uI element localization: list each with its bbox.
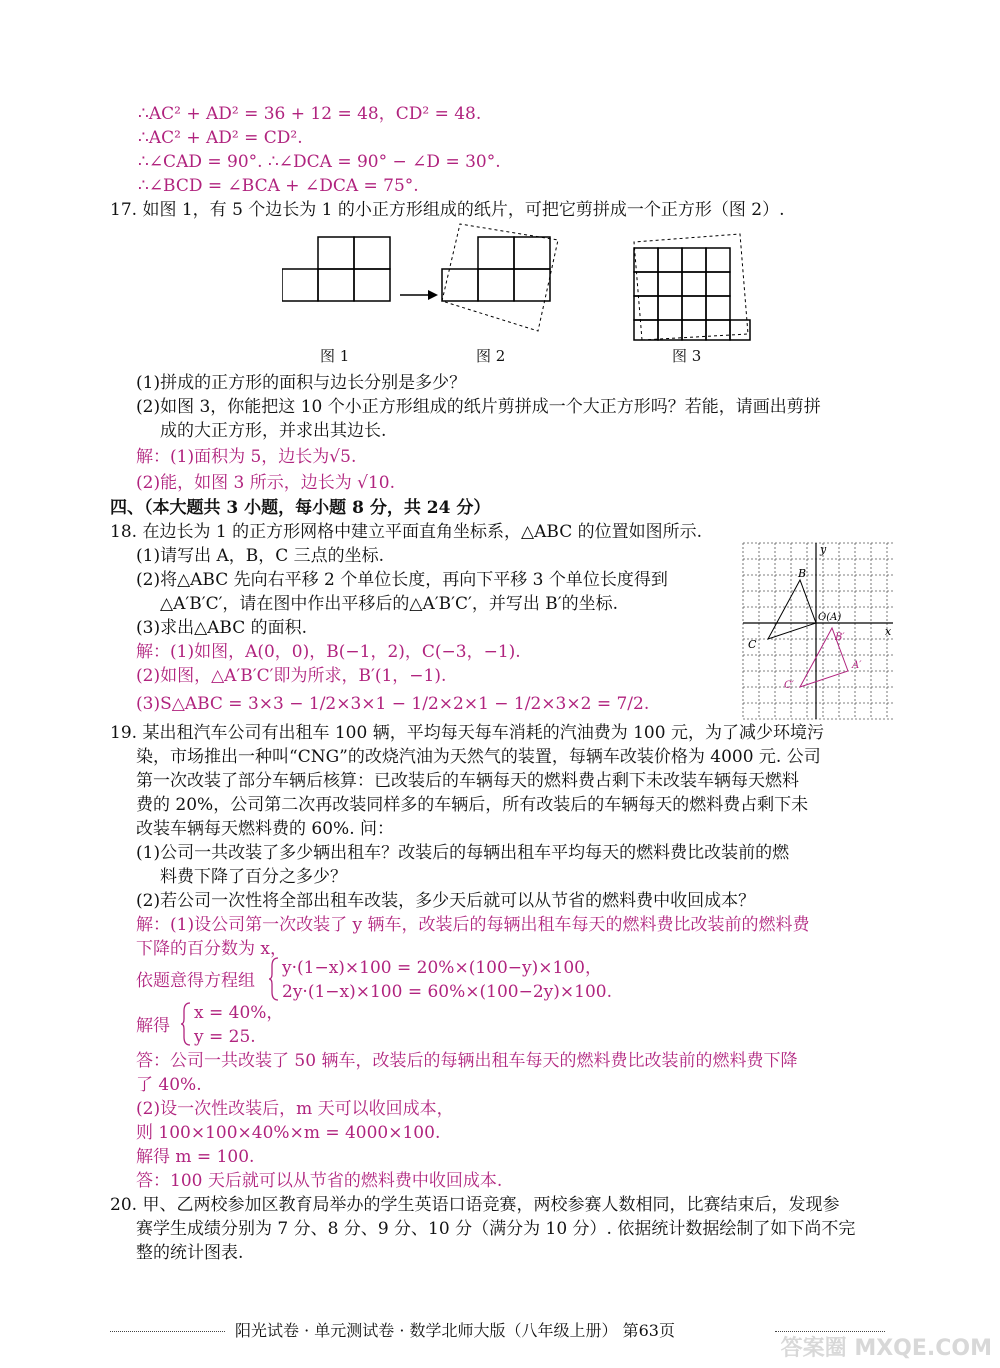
answer-19-line: 下降的百分数为 x， xyxy=(136,939,287,959)
question-20-line: 整的统计图表. xyxy=(136,1243,244,1263)
point-aprime-label: A′ xyxy=(852,660,862,671)
brace-icon xyxy=(268,956,280,1002)
page-footer: 阳光试卷 · 单元测试卷 · 数学北师大版（八年级上册） 第63页 xyxy=(235,1321,675,1340)
solution-y: y = 25. xyxy=(194,1027,256,1047)
answer-19-solve-label: 解得 xyxy=(136,1016,170,1036)
x-axis-label: x xyxy=(885,625,892,638)
answer-19-2: (2)设一次性改装后，m 天可以收回成本， xyxy=(136,1099,454,1119)
footer-rule-left xyxy=(110,1331,225,1332)
point-bprime-label: B′ xyxy=(835,632,845,643)
answer-19-system-label: 依题意得方程组 xyxy=(136,971,255,991)
answer-19-conclusion-cont: 了 40%. xyxy=(136,1075,202,1095)
y-axis-label: y xyxy=(820,543,827,556)
answer-18-1: 解：(1)如图，A(0，0)，B(−1，2)，C(−3，−1). xyxy=(136,642,521,662)
question-19-line: 第一次改装了部分车辆后核算：已改装后的车辆每天的燃料费占剩下未改装车辆每天燃料 xyxy=(136,771,799,791)
answer-line: ∴AC² + AD² = 36 + 12 = 48，CD² = 48. xyxy=(138,104,482,124)
answer-line: ∴∠CAD = 90°. ∴∠DCA = 90° − ∠D = 30°. xyxy=(138,152,501,172)
watermark: 答案圈 MXQE.COM xyxy=(780,1336,992,1361)
answer-line: ∴∠BCD = ∠BCA + ∠DCA = 75°. xyxy=(138,176,419,196)
question-17-part-2: (2)如图 3，你能把这 10 个小正方形组成的纸片剪拼成一个大正方形吗？若能，请画出剪拼 xyxy=(136,397,821,417)
question-20: 20. 甲、乙两校参加区教育局举办的学生英语口语竞赛，两校参赛人数相同，比赛结束后，发现参 xyxy=(110,1195,840,1215)
question-17-part-1: (1)拼成的正方形的面积与边长分别是多少？ xyxy=(136,373,467,393)
point-cprime-label: C′ xyxy=(784,680,794,691)
equation-1: y·(1−x)×100 = 20%×(100−y)×100， xyxy=(282,958,602,978)
point-b-label: B xyxy=(798,567,807,580)
figure-1 xyxy=(282,235,394,335)
question-19-line: 改装车辆每天燃料费的 60%. 问： xyxy=(136,819,394,839)
question-18-part-2-cont: △A′B′C′，请在图中作出平移后的△A′B′C′，并写出 B′的坐标. xyxy=(160,594,619,614)
answer-18-3: (3)S△ABC = 3×3 − 1/2×3×1 − 1/2×2×1 − 1/2×3×2 = 7/2. xyxy=(136,694,650,714)
question-17: 17. 如图 1，有 5 个边长为 1 的小正方形组成的纸片，可把它剪拼成一个正方形（图 2）. xyxy=(110,200,785,220)
point-c-label: C xyxy=(748,638,757,651)
question-17-part-2-cont: 成的大正方形，并求出其边长. xyxy=(160,421,387,441)
question-19: 19. 某出租汽车公司有出租车 100 辆，平均每天每车消耗的汽油费为 100 元，为了减少环境污 xyxy=(110,723,824,743)
figure-3 xyxy=(628,230,753,342)
answer-19-conclusion: 答：公司一共改装了 50 辆车，改装后的每辆出租车每天的燃料费比改装前的燃料费下降 xyxy=(136,1051,798,1071)
origin-label: O(A) xyxy=(818,612,842,623)
question-18-part-2: (2)将△ABC 先向右平移 2 个单位长度，再向下平移 3 个单位长度得到 xyxy=(136,570,668,590)
solution-x: x = 40%， xyxy=(194,1003,284,1023)
arrow-icon xyxy=(398,285,442,305)
question-18-part-3: (3)求出△ABC 的面积. xyxy=(136,618,308,638)
figure-2-caption: 图 2 xyxy=(476,347,506,365)
figure-2 xyxy=(438,220,564,340)
question-18: 18. 在边长为 1 的正方形网格中建立平面直角坐标系，△ABC 的位置如图所示. xyxy=(110,522,703,542)
answer-18-2: (2)如图，△A′B′C′即为所求，B′(1，−1). xyxy=(136,666,447,686)
answer-19: 解：(1)设公司第一次改装了 y 辆车，改装后的每辆出租车每天的燃料费比改装前的燃料费 xyxy=(136,915,810,935)
section-heading: 四、（本大题共 3 小题，每小题 8 分，共 24 分） xyxy=(110,498,491,518)
answer-line: ∴AC² + AD² = CD². xyxy=(138,128,303,148)
question-18-part-1: (1)请写出 A，B，C 三点的坐标. xyxy=(136,546,385,566)
question-19-line: 染，市场推出一种叫“CNG”的改烧汽油为天然气的装置，每辆车改装价格为 4000 元. 公司 xyxy=(136,747,821,767)
question-19-part-1-cont: 料费下降了百分之多少？ xyxy=(160,867,347,887)
figure-1-caption: 图 1 xyxy=(320,347,350,365)
question-19-line: 费的 20%，公司第二次再改装同样多的车辆后，所有改装后的车辆每天的燃料费占剩下未 xyxy=(136,795,809,815)
question-19-part-2: (2)若公司一次性将全部出租车改装，多少天后就可以从节省的燃料费中收回成本？ xyxy=(136,891,756,911)
answer-17-1: 解：(1)面积为 5，边长为√5. xyxy=(136,447,357,467)
figure-3-caption: 图 3 xyxy=(672,347,702,365)
answer-19-2-line: 则 100×100×40%×m = 4000×100. xyxy=(136,1123,441,1143)
brace-icon xyxy=(180,1001,192,1047)
question-19-part-1: (1)公司一共改装了多少辆出租车？改装后的每辆出租车平均每天的燃料费比改装前的燃 xyxy=(136,843,790,863)
equation-2: 2y·(1−x)×100 = 60%×(100−2y)×100. xyxy=(282,982,612,1002)
answer-19-2-line: 解得 m = 100. xyxy=(136,1147,255,1167)
question-20-line: 赛学生成绩分别为 7 分、8 分、9 分、10 分（满分为 10 分）. 依据统计数据绘制了如下尚不完 xyxy=(136,1219,856,1239)
coordinate-grid-figure xyxy=(740,540,896,722)
answer-17-2: (2)能，如图 3 所示，边长为 √10. xyxy=(136,473,395,493)
answer-19-2-conclusion: 答：100 天后就可以从节省的燃料费中收回成本. xyxy=(136,1171,503,1191)
